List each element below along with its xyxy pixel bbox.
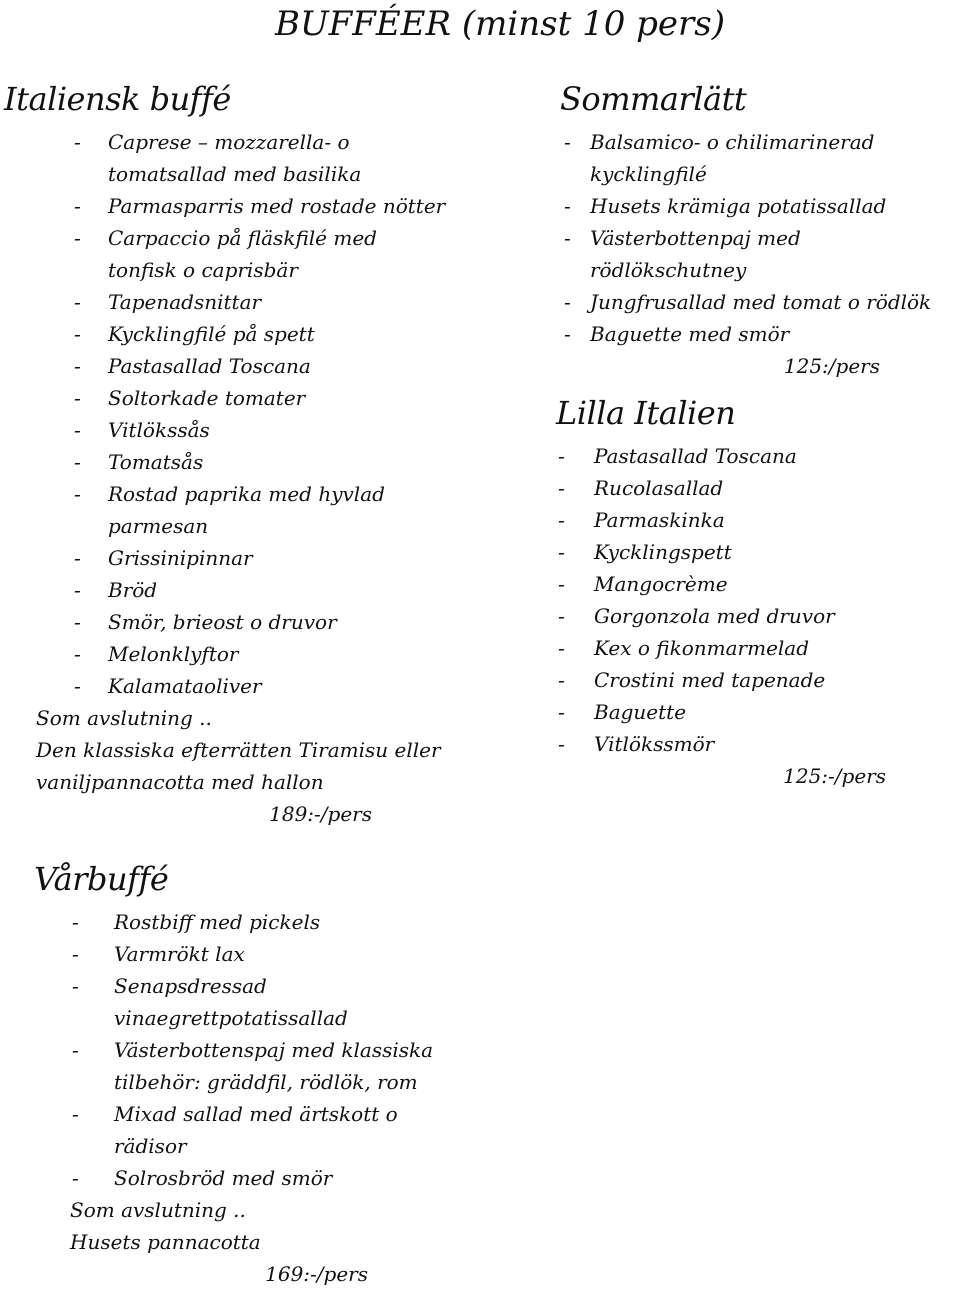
bullet-dash: - (74, 354, 81, 378)
bullet-dash: - (74, 290, 81, 314)
price: 125:/pers (783, 354, 880, 378)
bullet-dash: - (558, 604, 565, 628)
menu-item-text: Melonklyftor (108, 642, 239, 666)
section-title: Sommarlätt (560, 80, 747, 118)
menu-item (34, 906, 494, 938)
bullet-dash: - (558, 668, 565, 692)
bullet-dash: - (72, 1038, 79, 1062)
bullet-dash: - (74, 578, 81, 602)
menu-item (4, 542, 474, 574)
menu-item (4, 414, 474, 446)
menu-item (556, 600, 956, 632)
finale-label: Som avslutning .. (36, 706, 212, 730)
section-italiensk-buffe (4, 80, 474, 830)
bullet-dash: - (564, 226, 571, 250)
menu-item-text: rädisor (114, 1134, 187, 1158)
bullet-dash: - (558, 444, 565, 468)
bullet-dash: - (74, 418, 81, 442)
bullet-dash: - (558, 700, 565, 724)
bullet-dash: - (564, 194, 571, 218)
menu-item (560, 286, 960, 318)
menu-item-text: Mixad sallad med ärtskott o (114, 1102, 398, 1126)
menu-item (556, 440, 956, 472)
menu-item (4, 670, 474, 702)
menu-item-text: Vitlökssmör (594, 732, 715, 756)
menu-item (556, 504, 956, 536)
menu-item-text: Grissinipinnar (108, 546, 253, 570)
menu-item-text: kycklingfilé (590, 162, 707, 186)
menu-item-text: tomatsallad med basilika (108, 162, 362, 186)
menu-item-text: Carpaccio på fläskfilé med (108, 226, 377, 250)
menu-item (4, 222, 474, 286)
page-title: BUFFÉER (minst 10 pers) (275, 4, 725, 44)
menu-item-text: Rucolasallad (594, 476, 724, 500)
finale-line: vaniljpannacotta med hallon (36, 770, 324, 794)
bullet-dash: - (558, 636, 565, 660)
menu-item-text: Baguette med smör (590, 322, 790, 346)
bullet-dash: - (74, 546, 81, 570)
menu-item-text: Husets krämiga potatissallad (590, 194, 887, 218)
menu-item-text: Mangocrème (594, 572, 728, 596)
section-title: Italiensk buffé (4, 80, 231, 118)
menu-item (560, 126, 960, 190)
menu-item (34, 970, 494, 1034)
bullet-dash: - (72, 1166, 79, 1190)
bullet-dash: - (74, 130, 81, 154)
section-sommarlatt (560, 80, 960, 382)
bullet-dash: - (74, 450, 81, 474)
menu-item-text: Rostbiff med pickels (114, 910, 321, 934)
menu-item (560, 190, 960, 222)
bullet-dash: - (558, 732, 565, 756)
menu-item (4, 382, 474, 414)
menu-item-text: Västerbottenpaj med rödlökschutney (590, 226, 801, 282)
menu-item-text: Kycklingspett (594, 540, 732, 564)
bullet-dash: - (74, 642, 81, 666)
menu-item-list (556, 440, 956, 760)
finale-line: Husets pannacotta (70, 1230, 261, 1254)
section-varbuffe (34, 860, 494, 1290)
menu-item-text: Tapenadsnittar (108, 290, 262, 314)
bullet-dash: - (558, 508, 565, 532)
menu-item-text: Varmrökt lax (114, 942, 245, 966)
menu-item (556, 632, 956, 664)
menu-item-text: Rostad paprika med hyvlad (108, 482, 385, 506)
menu-item (4, 606, 474, 638)
bullet-dash: - (74, 322, 81, 346)
menu-item-text: Västerbottenspaj med klassiska (114, 1038, 434, 1062)
menu-item (556, 568, 956, 600)
menu-item (4, 574, 474, 606)
menu-item (560, 318, 960, 350)
menu-item (556, 664, 956, 696)
bullet-dash: - (72, 910, 79, 934)
menu-item-text: Tomatsås (108, 450, 204, 474)
menu-item-text: Bröd (108, 578, 158, 602)
menu-item-text: Pastasallad Toscana (594, 444, 797, 468)
bullet-dash: - (558, 540, 565, 564)
menu-item-list (560, 126, 960, 350)
menu-item (34, 1034, 494, 1098)
menu-item (556, 728, 956, 760)
menu-item (34, 938, 494, 970)
bullet-dash: - (72, 942, 79, 966)
bullet-dash: - (72, 974, 79, 998)
menu-item-text: Parmasparris med rostade nötter (108, 194, 446, 218)
section-title: Lilla Italien (556, 394, 736, 432)
menu-item-text: tilbehör: gräddfil, rödlök, rom (114, 1070, 418, 1094)
menu-item-text: Smör, brieost o druvor (108, 610, 337, 634)
bullet-dash: - (74, 674, 81, 698)
section-lilla-italien (556, 394, 956, 792)
bullet-dash: - (564, 290, 571, 314)
menu-item (560, 222, 960, 286)
menu-item-text: Kex o fikonmarmelad (594, 636, 810, 660)
bullet-dash: - (74, 194, 81, 218)
bullet-dash: - (72, 1102, 79, 1126)
finale-line: Den klassiska efterrätten Tiramisu eller (36, 738, 441, 762)
bullet-dash: - (74, 610, 81, 634)
menu-item (556, 536, 956, 568)
menu-item-text: parmesan (108, 514, 209, 538)
menu-item-text: Pastasallad Toscana (108, 354, 311, 378)
section-title: Vårbuffé (34, 860, 169, 898)
menu-item-text: tonfisk o caprisbär (108, 258, 298, 282)
menu-item-text: Vitlökssås (108, 418, 210, 442)
menu-item-text: Balsamico- o chilimarinerad (590, 130, 875, 154)
menu-item (34, 1162, 494, 1194)
menu-item-list (34, 906, 494, 1194)
bullet-dash: - (564, 130, 571, 154)
price: 189:-/pers (269, 802, 372, 826)
menu-item-text: Caprese – mozzarella- o (108, 130, 350, 154)
menu-item-text: Baguette (594, 700, 687, 724)
menu-item (4, 478, 474, 542)
menu-item-text: Soltorkade tomater (108, 386, 306, 410)
finale-label: Som avslutning .. (70, 1198, 246, 1222)
bullet-dash: - (74, 482, 81, 506)
menu-item (556, 696, 956, 728)
menu-item (4, 286, 474, 318)
menu-item-text: Kycklingfilé på spett (108, 322, 315, 346)
menu-item-text: Kalamataoliver (108, 674, 262, 698)
menu-item-text: Senapsdressad (114, 974, 267, 998)
price: 125:-/pers (783, 764, 886, 788)
menu-item (4, 350, 474, 382)
bullet-dash: - (558, 476, 565, 500)
menu-item (4, 190, 474, 222)
menu-item-text: Solrosbröd med smör (114, 1166, 333, 1190)
menu-item (4, 126, 474, 190)
price: 169:-/pers (265, 1262, 368, 1286)
menu-item (556, 472, 956, 504)
bullet-dash: - (558, 572, 565, 596)
menu-item-text: Crostini med tapenade (594, 668, 826, 692)
menu-item (34, 1098, 494, 1162)
menu-item (4, 446, 474, 478)
bullet-dash: - (74, 226, 81, 250)
menu-item (4, 638, 474, 670)
menu-item-list (4, 126, 474, 702)
menu-item-text: Jungfrusallad med tomat o rödlök (590, 290, 932, 314)
menu-item-text: Parmaskinka (594, 508, 725, 532)
menu-item-text: Gorgonzola med druvor (594, 604, 835, 628)
menu-item (4, 318, 474, 350)
menu-item-text: vinaegrettpotatissallad (114, 1006, 348, 1030)
bullet-dash: - (74, 386, 81, 410)
bullet-dash: - (564, 322, 571, 346)
